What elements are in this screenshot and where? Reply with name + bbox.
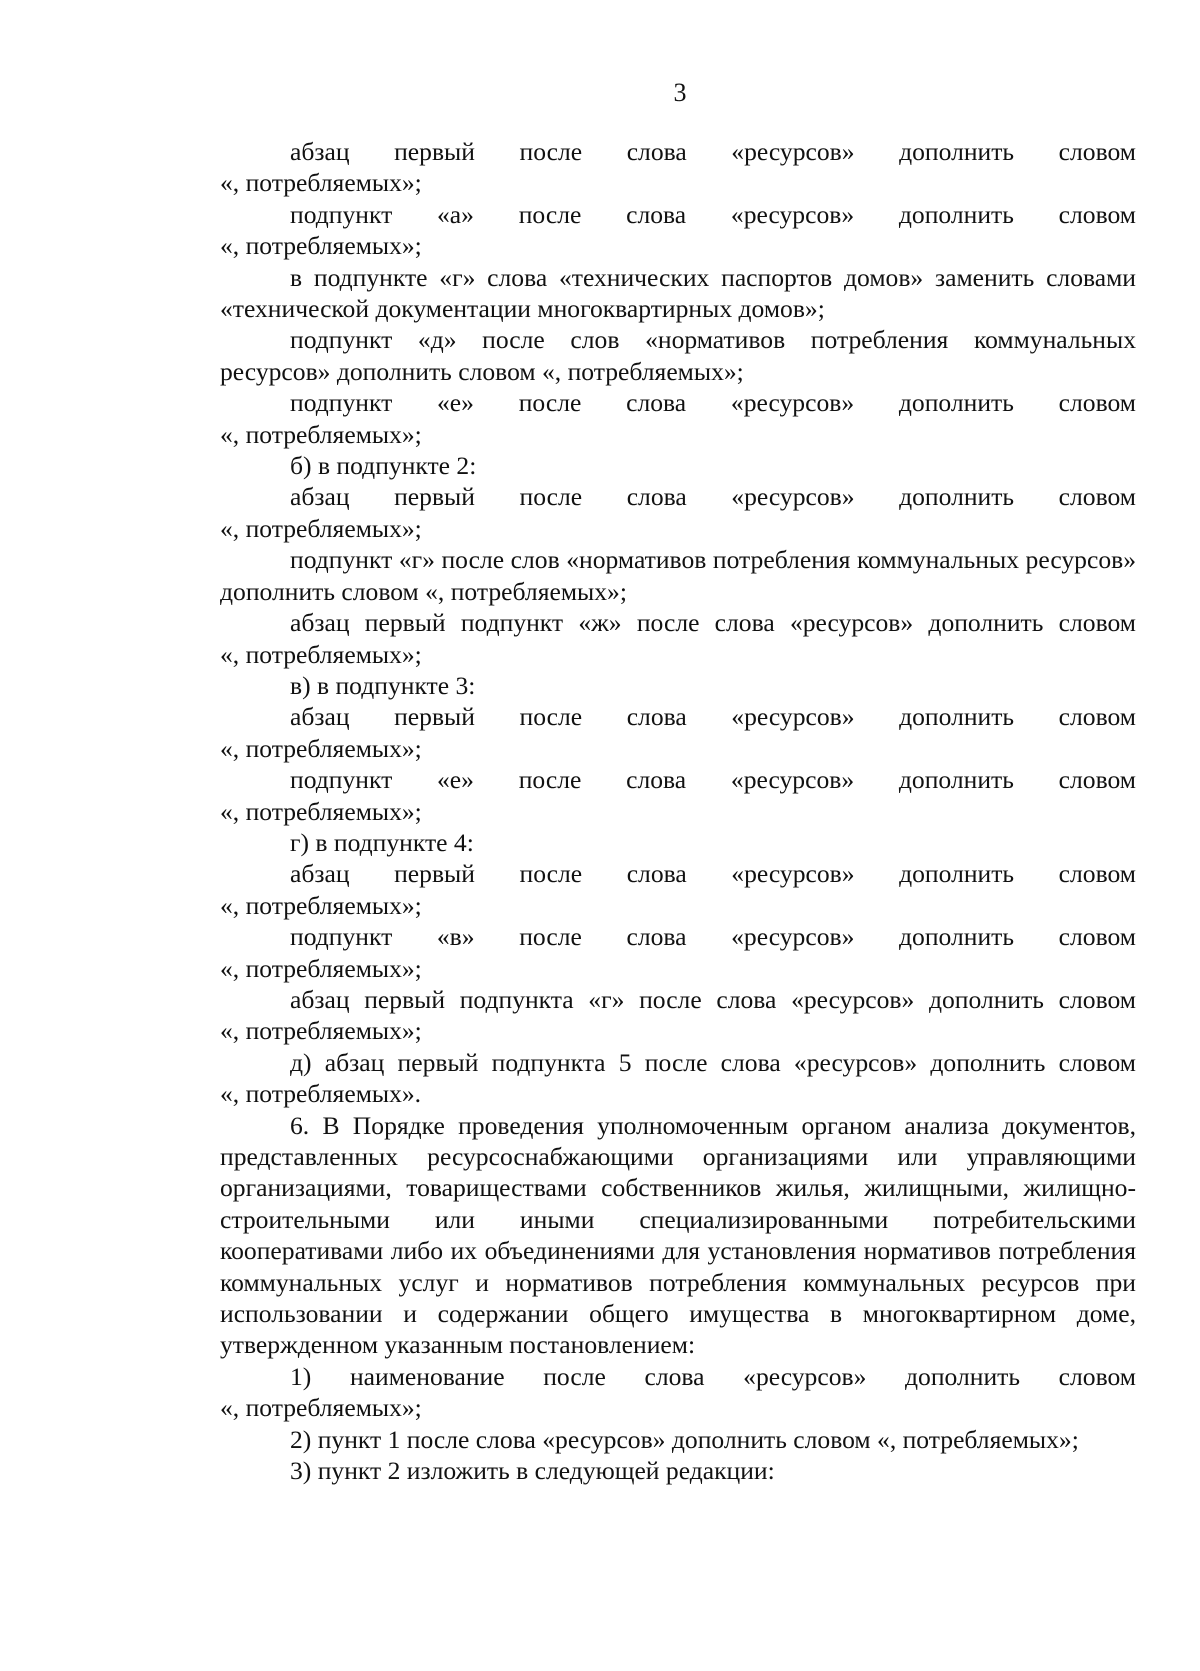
paragraph-1-line1: абзац первый после слова «ресурсов» дополнить словом [290, 137, 1136, 166]
paragraph-19-line2: «, потребляемых»; [220, 1393, 422, 1423]
paragraph-1-line2: «, потребляемых»; [220, 168, 422, 198]
paragraph-16-line1: абзац первый подпункта «г» после слова «ресурсов» дополнить словом [290, 984, 1136, 1014]
paragraph-14-line1: абзац первый после слова «ресурсов» дополнить словом [290, 859, 1136, 889]
paragraph-19-line1: 1) наименование после слова «ресурсов» дополнить словом [290, 1361, 1136, 1391]
paragraph-7-line1: абзац первый после слова «ресурсов» дополнить словом [290, 482, 1136, 512]
paragraph-15-line2: «, потребляемых»; [220, 953, 422, 983]
paragraph-5-line2: «, потребляемых»; [220, 419, 422, 449]
paragraph-12-line1: подпункт «е» после слова «ресурсов» дополнить словом [290, 765, 1136, 795]
paragraph-12-line2: «, потребляемых»; [220, 796, 422, 826]
paragraph-8: подпункт «г» после слов «нормативов потребления коммунальных ресурсов» дополнить словом «, потребляемых»; [220, 545, 1136, 606]
paragraph-2-line1: подпункт «а» после слова «ресурсов» дополнить словом [290, 199, 1136, 229]
paragraph-13: г) в подпункте 4: [290, 827, 474, 857]
paragraph-4: подпункт «д» после слов «нормативов потребления коммунальных ресурсов» дополнить словом «, потребляемых»; [220, 325, 1136, 386]
paragraph-16-line2: «, потребляемых»; [220, 1016, 422, 1046]
document-body [220, 136, 1136, 1486]
paragraph-18: 6. В Порядке проведения уполномоченным органом анализа документов, представленных ресурсоснабжающими организациями или управляющими организациями, товариществами собственников жилья, жилищными, жилищно-строительными или иными специализированными потребительскими кооперативами либо их объединениями для установления нормативов потребления коммунальных услуг и нормативов потребления коммунальных ресурсов при использовании и содержании общего имущества в многоквартирном доме, утвержденном указанным постановлением: [220, 1110, 1136, 1360]
paragraph-9-line2: «, потребляемых»; [220, 639, 422, 669]
paragraph-17-line1: д) абзац первый подпункта 5 после слова «ресурсов» дополнить словом [290, 1047, 1136, 1077]
paragraph-20: 2) пункт 1 после слова «ресурсов» дополнить словом «, потребляемых»; [290, 1424, 1079, 1454]
paragraph-17-line2: «, потребляемых». [220, 1079, 422, 1109]
paragraph-7-line2: «, потребляемых»; [220, 513, 422, 543]
paragraph-11-line1: абзац первый после слова «ресурсов» дополнить словом [290, 702, 1136, 732]
paragraph-5-line1: подпункт «е» после слова «ресурсов» дополнить словом [290, 388, 1136, 418]
page-number: 3 [673, 78, 687, 107]
paragraph-14-line2: «, потребляемых»; [220, 890, 422, 920]
paragraph-15-line1: подпункт «в» после слова «ресурсов» дополнить словом [290, 922, 1136, 952]
paragraph-2-line2: «, потребляемых»; [220, 231, 422, 261]
paragraph-3: в подпункте «г» слова «технических паспортов домов» заменить словами «технической документации многоквартирных домов»; [220, 262, 1136, 324]
paragraph-11-line2: «, потребляемых»; [220, 733, 422, 763]
paragraph-9-line1: абзац первый подпункт «ж» после слова «ресурсов» дополнить словом [290, 608, 1136, 638]
paragraph-21: 3) пункт 2 изложить в следующей редакции: [290, 1456, 775, 1486]
paragraph-6: б) в подпункте 2: [290, 451, 477, 481]
paragraph-10: в) в подпункте 3: [290, 670, 476, 700]
